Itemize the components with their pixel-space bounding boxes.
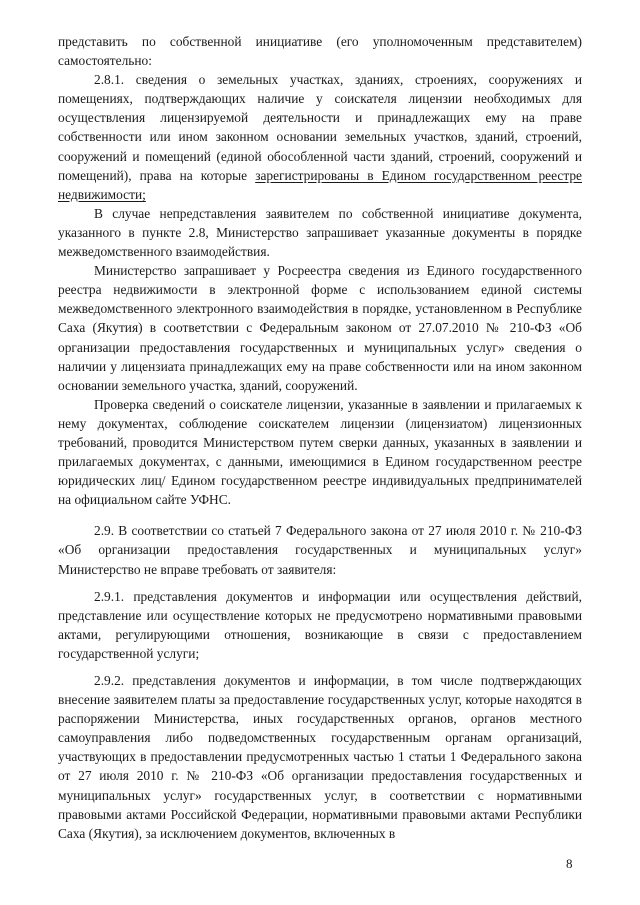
paragraph-2-8-1-text: 2.8.1. сведения о земельных участках, зданиях, строениях, сооружениях и помещениях, подтверждающих наличие у соискателя лицензии необходимых для осуществления лицензируемой деятельности и принадлежащих ему на праве собственности или ином законном основании земельных участков, зданий, строений, сооружений и помещений (единой обособленной части зданий, строений, сооружений и помещений), права на которые [58,72,582,183]
underlined-registry-phrase: зарегистрированы в Едином государственном реестре недвижимости; [58,167,582,202]
paragraph-2-9: 2.9. В соответствии со статьей 7 Федерального закона от 27 июля 2010 г. № 210-ФЗ «Об организации предоставления государственных и муниципальных услуг» Министерство не вправе требовать от заявителя: [58,523,582,577]
paragraph-2-8-1 [58,70,582,204]
paragraph-2-9-1: 2.9.1. представления документов и информации или осуществления действий, представление или осуществление которых не предусмотрено нормативными правовыми актами, регулирующими отношения, возникающие в связи с предоставлением государственной услуги; [58,588,582,661]
paragraph-2-9-2: 2.9.2. представления документов и информации, в том числе подтверждающих внесение заявителем платы за предоставление государственных услуг, которые находятся в распоряжении Министерства, иных государственных органов, органов местного самоуправления либо подведомственных государственным органам организаций, участвующих в предоставлении предусмотренных частью 1 статьи 1 Федерального закона от 27 июля 2010 г. № 210-ФЗ «Об организации предоставления государственных и муниципальных услуг» государственных услуг, в соответствии с нормативными правовыми актами Российской Федерации, нормативными правовыми актами Республики Саха (Якутия), за исключением документов, включенных в [58,673,582,841]
paragraph-non-submission: В случае непредставления заявителем по собственной инициативе документа, указанного в пункте 2.8, Министерство запрашивает указанные документы в порядке межведомственного взаимодействия. [58,205,582,260]
paragraph-rosreestr-request: Министерство запрашивает у Росреестра сведения из Единого государственного реестра недвижимости в электронной форме с использованием единой системы межведомственного электронного взаимодействия в порядке, установленном в Республике Саха (Якутия) в соответствии с Федеральным законом от 27.07.2010 № 210-ФЗ «Об организации предоставления государственных и муниципальных услуг» сведения о наличии у лицензиата принадлежащих ему на праве собственности или на ином законном основании земельного участка, зданий, сооружений. [58,263,582,393]
document-body [58,32,582,843]
paragraph-verification: Проверка сведений о соискателе лицензии, указанные в заявлении и прилагаемых к нему документах, соблюдение соискателем лицензии (лицензиатом) лицензионных требований, проводится Министерством путем сверки данных, указанных в заявлении и прилагаемых документах, с данными, имеющимися в Едином государственном реестре юридических лиц/ Едином государственном реестре индивидуальных предпринимателей на официальном сайте УФНС. [58,396,582,508]
paragraph-continuation: представить по собственной инициативе (его уполномоченным представителем) самостоятельно: [58,34,582,69]
page-number: 8 [566,856,573,871]
